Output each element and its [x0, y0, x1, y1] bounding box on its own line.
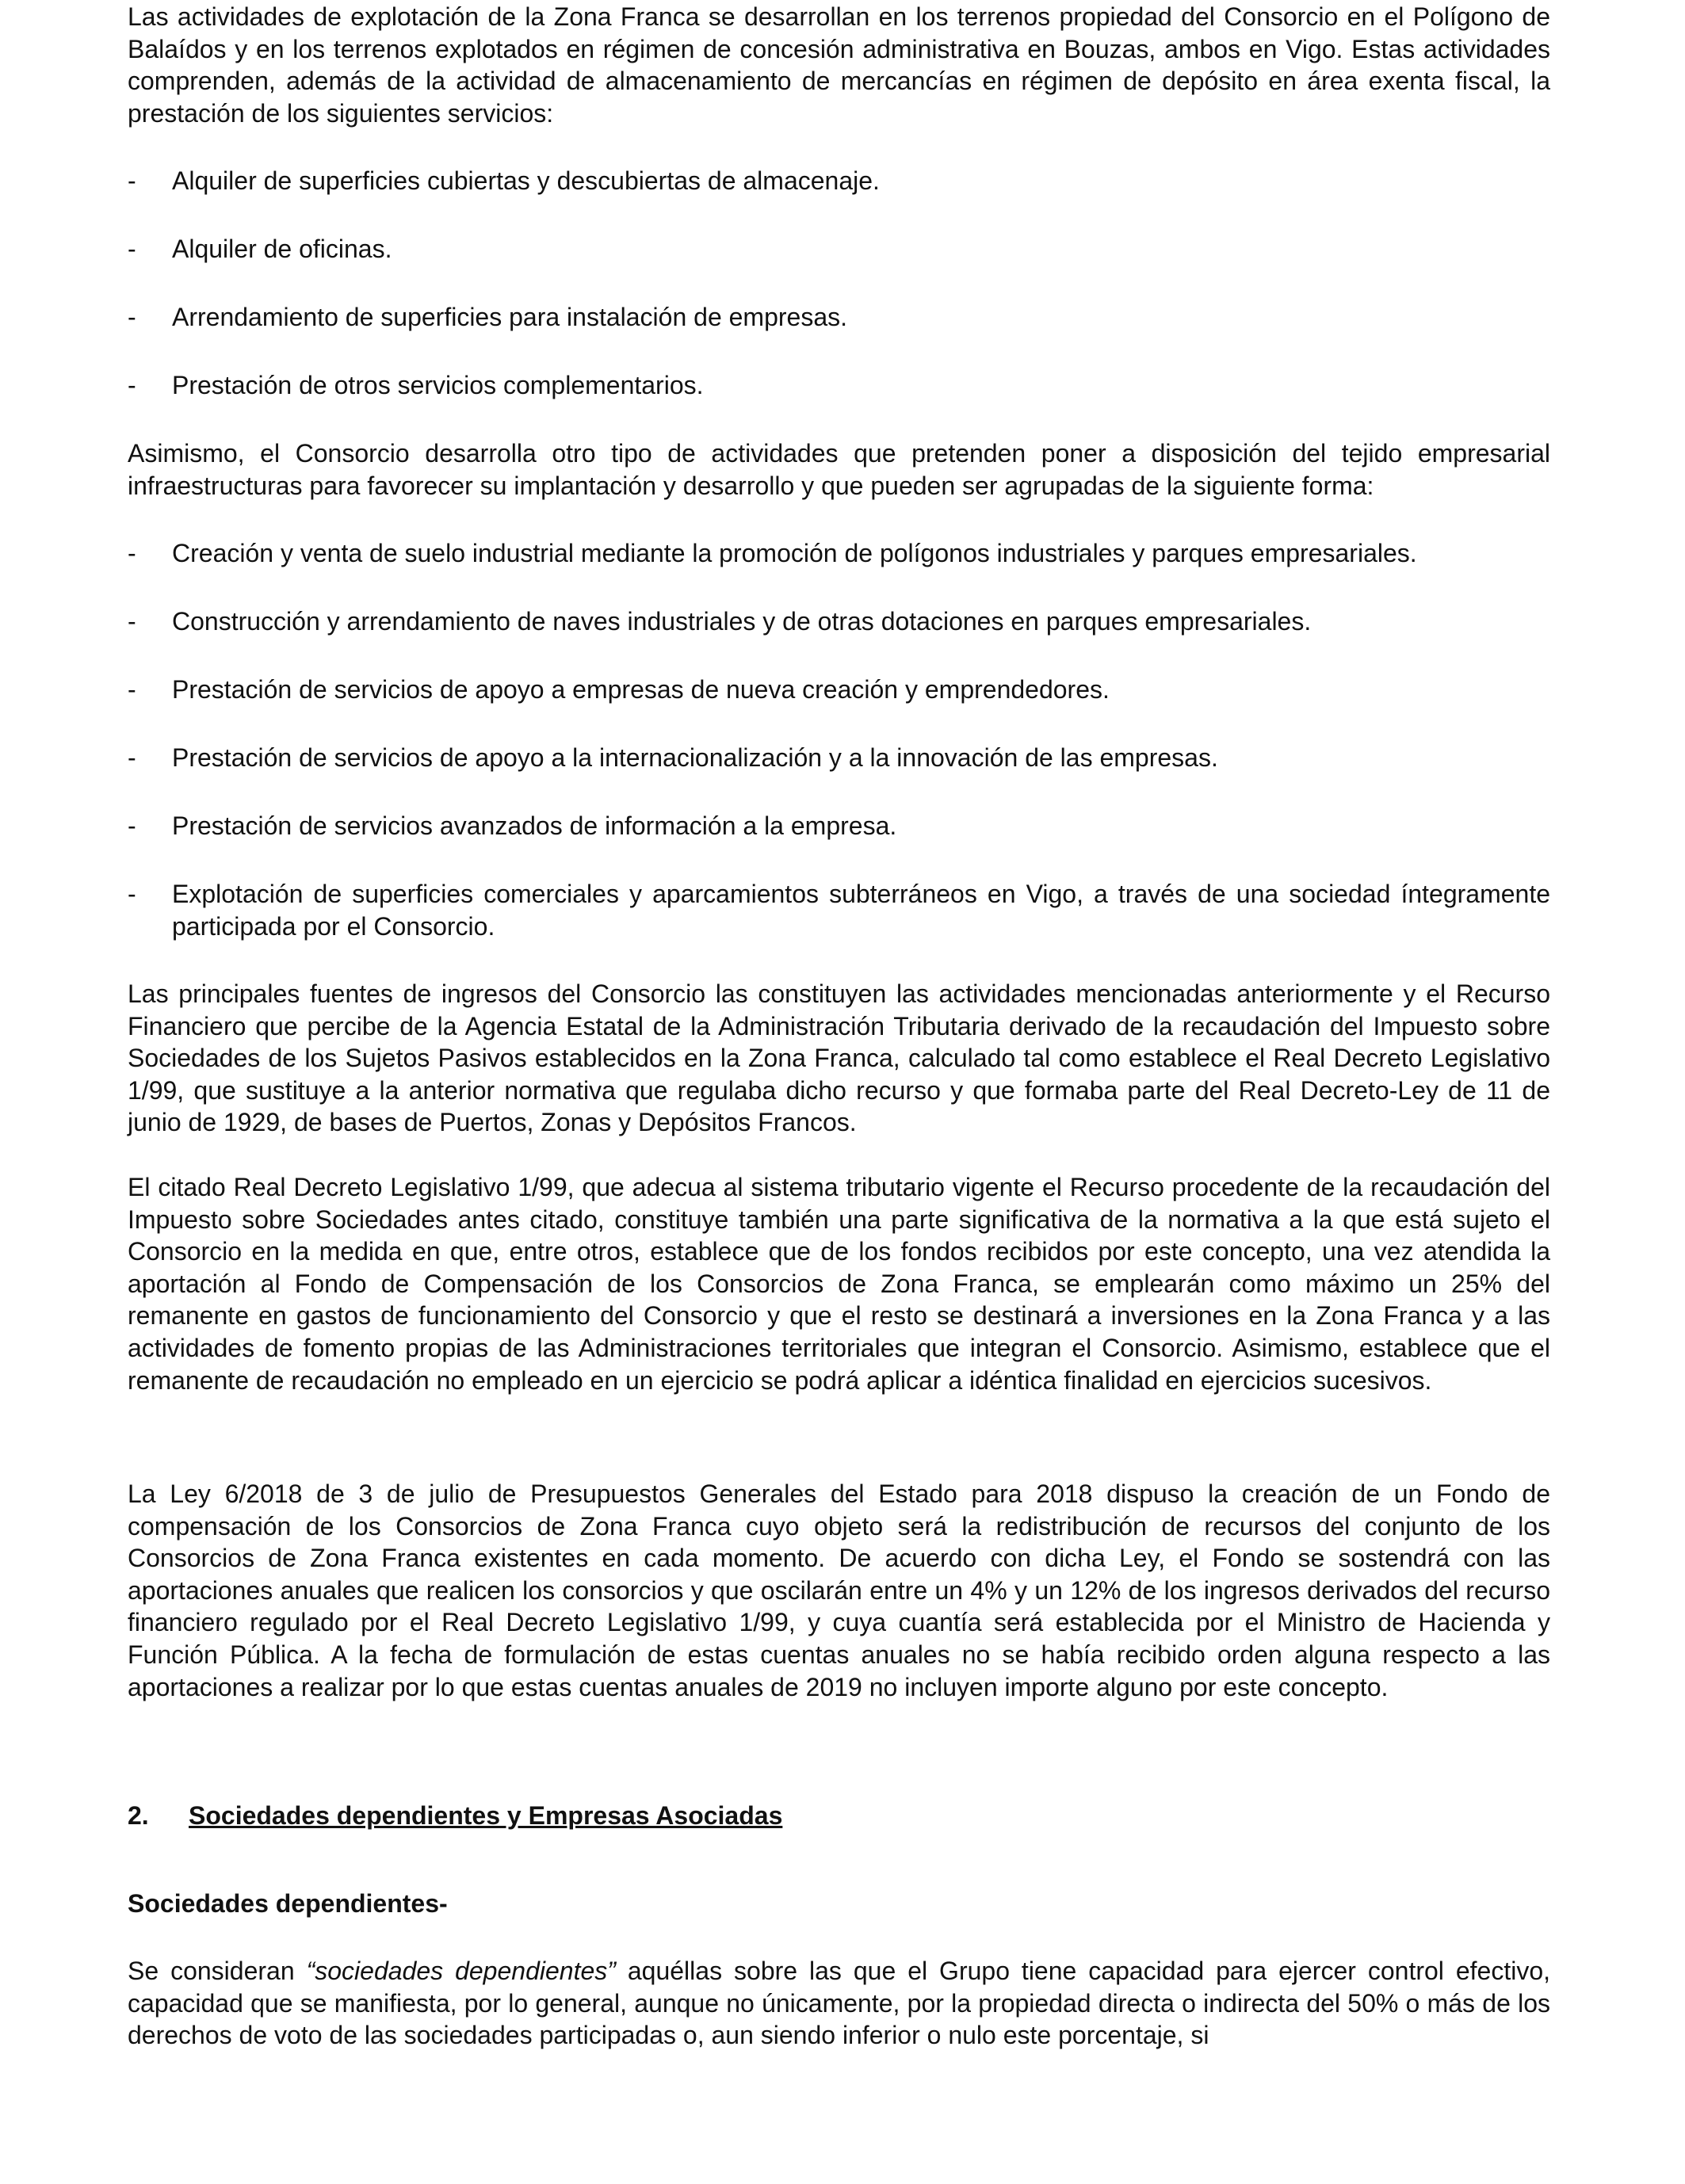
bullet-dash: - [128, 607, 136, 636]
section-number: 2. [128, 1801, 149, 1830]
bullet-dash: - [128, 303, 136, 331]
intro-paragraph: Las actividades de explotación de la Zona Franca se desarrollan en los terrenos propiedad del Consorcio en el Polígono de Balaídos y en los terrenos explotados en régimen de concesión administrativa en Bouzas, ambos en Vigo. Estas actividades comprenden, además de la actividad de almacenamiento de mercancías en régimen de depósito en área exenta fiscal, la prestación de los siguientes servicios: [128, 2, 1550, 128]
list-item [128, 674, 1550, 706]
list-item-text: Prestación de servicios de apoyo a empresas de nueva creación y emprendedores. [172, 675, 1110, 704]
text-run: aquéllas sobre las que el Grupo tiene capacidad para ejercer control efectivo, capacidad que se manifiesta, por lo general, aunque no únicamente, por la propiedad directa o indirecta del 50% o más de los derechos de voto de las sociedades participadas o, aun siendo inferior o nulo este porcentaje, si [128, 1957, 1551, 2050]
subsidiaries-paragraph [128, 1955, 1550, 2052]
list-item-text: Creación y venta de suelo industrial mediante la promoción de polígonos industriales y parques empresariales. [172, 539, 1417, 567]
activities-paragraph: Asimismo, el Consorcio desarrolla otro tipo de actividades que pretenden poner a disposición del tejido empresarial infraestructuras para favorecer su implantación y desarrollo y que pueden ser agrupadas de la siguiente forma: [128, 439, 1550, 500]
bullet-dash: - [128, 811, 136, 840]
section-title: Sociedades dependientes y Empresas Asociadas [189, 1801, 783, 1830]
list-item [128, 301, 1550, 334]
bullet-dash: - [128, 235, 136, 263]
list-item-text: Arrendamiento de superficies para instalación de empresas. [172, 303, 848, 331]
income-sources-paragraph: Las principales fuentes de ingresos del Consorcio las constituyen las actividades mencionadas anteriormente y el Recurso Financiero que percibe de la Agencia Estatal de la Administración Tributaria derivado de la recaudación del Impuesto sobre Sociedades de los Sujetos Pasivos establecidos en la Zona Franca, calculado tal como establece el Real Decreto Legislativo 1/99, que sustituye a la anterior normativa que regulaba dicho recurso y que formaba parte del Real Decreto-Ley de 11 de junio de 1929, de bases de Puertos, Zonas y Depósitos Francos. [128, 979, 1550, 1137]
list-item [128, 878, 1550, 942]
list-item-text: Prestación de servicios avanzados de información a la empresa. [172, 811, 897, 840]
bullet-dash: - [128, 880, 136, 908]
bullet-dash: - [128, 675, 136, 704]
list-item [128, 742, 1550, 774]
list-item-text: Alquiler de superficies cubiertas y descubiertas de almacenaje. [172, 166, 880, 195]
list-item-text: Alquiler de oficinas. [172, 235, 392, 263]
list-item [128, 369, 1550, 402]
list-item [128, 537, 1550, 570]
list-item-text: Prestación de otros servicios complementarios. [172, 371, 704, 399]
list-item [128, 810, 1550, 842]
list-item [128, 233, 1550, 265]
bullet-dash: - [128, 743, 136, 772]
list-item [128, 165, 1550, 197]
bullet-dash: - [128, 166, 136, 195]
list-item [128, 605, 1550, 638]
text-run: Se consideran [128, 1957, 307, 1985]
list-item-text: Construcción y arrendamiento de naves industriales y de otras dotaciones en parques empresariales. [172, 607, 1312, 636]
list-item-text: Explotación de superficies comerciales y aparcamientos subterráneos en Vigo, a través de una sociedad íntegramente participada por el Consorcio. [172, 880, 1550, 941]
section-heading [128, 1800, 782, 1831]
compensation-fund-paragraph: La Ley 6/2018 de 3 de julio de Presupuestos Generales del Estado para 2018 dispuso la creación de un Fondo de compensación de los Consorcios de Zona Franca cuyo objeto será la redistribución de recursos del conjunto de los Consorcios de Zona Franca existentes en cada momento. De acuerdo con dicha Ley, el Fondo se sostendrá con las aportaciones anuales que realicen los consorcios y que oscilarán entre un 4% y un 12% de los ingresos derivados del recurso financiero regulado por el Real Decreto Legislativo 1/99, y cuya cuantía será establecida por el Ministro de Hacienda y Función Pública. A la fecha de formulación de estas cuentas anuales no se había recibido orden alguna respecto a las aportaciones a realizar por lo que estas cuentas anuales de 2019 no incluyen importe alguno por este concepto. [128, 1480, 1550, 1701]
bullet-dash: - [128, 539, 136, 567]
list-item-text: Prestación de servicios de apoyo a la internacionalización y a la innovación de las empresas. [172, 743, 1218, 772]
italic-term: “sociedades dependientes” [306, 1957, 616, 1985]
legislation-paragraph: El citado Real Decreto Legislativo 1/99, que adecua al sistema tributario vigente el Recurso procedente de la recaudación del Impuesto sobre Sociedades antes citado, constituye también una parte significativa de la normativa a la que está sujeto el Consorcio en la medida en que, entre otros, establece que de los fondos recibidos por este concepto, una vez atendida la aportación al Fondo de Compensación de los Consorcios de Zona Franca, se emplearán como máximo un 25% del remanente en gastos de funcionamiento del Consorcio y que el resto se destinará a inversiones en la Zona Franca y a las actividades de fomento propias de las Administraciones territoriales que integran el Consorcio. Asimismo, establece que el remanente de recaudación no empleado en un ejercicio se podrá aplicar a idéntica finalidad en ejercicios sucesivos. [128, 1173, 1550, 1395]
bullet-dash: - [128, 371, 136, 399]
subsection-heading: Sociedades dependientes- [128, 1889, 448, 1918]
